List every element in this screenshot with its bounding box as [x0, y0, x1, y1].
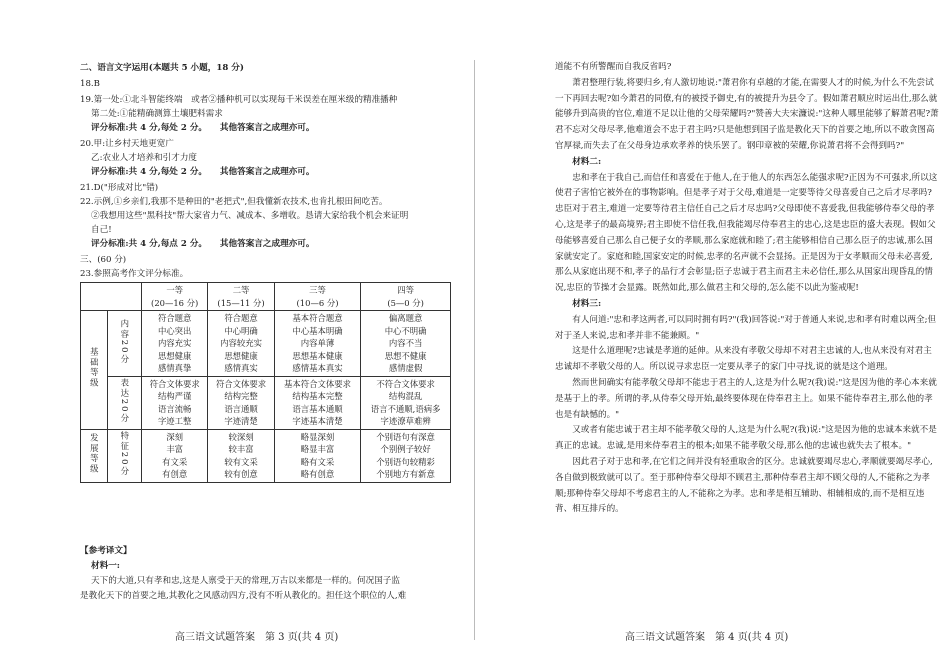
material-2-label: 材料二:: [572, 156, 602, 167]
right-page-body: [555, 60, 940, 518]
expression-grade-3: 基本符合文体要求 结构基本完整 语言基本通顺 字迹基本清楚: [274, 376, 361, 429]
section2-title: 二、语言文字运用(本题共 5 小题，18 分): [80, 63, 244, 73]
content-grade-3: 基本符合题意 中心基本明确 内容单薄 思想基本健康 感情基本真实: [274, 311, 361, 377]
paragraph: 忠和孝在于我自己,而信任和喜爱在于他人,在于他人的东西怎么能强求呢?正因为不可强求,所以这使君子害怕它被外在的事物影响。但是孝子对于父母,难道是一定要等待父母喜爱自己之后才尽孝吗?忠臣对于君主,难道一定要等待君主信任自己之后才尽忠吗?父母即使不喜爱我,但我能够侍奉父母的孝心,这是孝子的最高境界;君主即使不信任我,但我能竭尽侍奉君主的忠心,这是忠臣的盛大表现。假如父母能够喜爱自己那么自己便子女的孝顺,那么家庭就和睦了;君主能够相信自己那么臣子的忠诚,那么国家就安定了。家庭和睦,国家安定的时候,忠孝的名声就不会显扬。正是因为于女孝顺而父母未必喜爱,那么从家庭出现不和,孝子的品行才会彰显;臣子忠诚于君主而君主未必信任,那么从国家出现昏乱的情况,忠臣的节操才会显露。既然如此,那么做君主和父母的,怎么能不以此为鉴戒呢!: [555, 172, 938, 294]
paragraph: 萧君整理行装,将要归乡,有人激切地说:"萧君你有卓越的才能,在需要人才的时候,为什么不先尝试一下再回去呢?如今萧君的同僚,有的被授予御史,有的被提升为县令了。假如萧君顺应时运出仕,那么就能够升到高贵的官位,难道不足以让他的父母荣耀吗?"赞善大夫宋濂说:"这种人哪里能够了解萧君呢?萧君不忘对父母尽孝,他难道会不忠于君主吗?只是他想到国子监是教化天下的首要之地,所以不敢贪图高官厚禄,而失去了在父母身边承欢孝养的快乐罢了。钢印章被的荣耀,你说萧君将不会得到吗?": [555, 77, 939, 151]
q20-line2: 乙:农业人才培养和引才力度: [91, 153, 198, 163]
q22-standard: 评分标准:共 4 分,每点 2 分。 其他答案言之成理亦可。: [91, 239, 315, 249]
paragraph: 道能不有所警醒而自我反省吗?: [555, 62, 672, 72]
content-grade-4: 偏离题意 中心不明确 内容不当 思想不健康 感情虚假: [361, 311, 451, 377]
essay-scoring-table: [80, 282, 451, 483]
grade-header-2: 二等 (15—11 分): [208, 283, 274, 311]
material-3-label: 材料三:: [572, 298, 602, 309]
feature-grade-3: 略显深刻 略显丰富 略有文采 略有创意: [274, 429, 361, 482]
basic-level-label: 基础等级: [81, 311, 108, 430]
page-footer-right: 高三语文试题答案 第 4 页(共 4 页): [625, 632, 789, 643]
grade-header-4: 四等 (5—0 分): [361, 283, 451, 311]
paragraph: 有人问道:"忠和孝这两者,可以同时拥有吗?"(我)回答说:"对于普通人来说,忠和孝有时难以两全;但对于圣人来说,忠和孝并非不能兼顾。": [555, 314, 937, 341]
reference-translation-title: 【参考译文】: [80, 546, 132, 556]
q19-line2: 第二处:①能精确测算土壤肥料需求: [91, 109, 223, 119]
page-footer-left: 高三语文试题答案 第 3 页(共 4 页): [175, 632, 339, 643]
q22-line3: 自己!: [91, 225, 112, 235]
expression-grade-4: 不符合文体要求 结构混乱 语言不通顺,语病多 字迹潦草难辨: [361, 376, 451, 429]
grade-header-3: 三等 (10—6 分): [274, 283, 361, 311]
q19-line1: 19.第一处:①北斗智能终端 或者②播种机可以实现每千米误差在厘米级的精准播种: [80, 95, 398, 105]
paragraph: 又或者有能忠诚于君主却不能孝敬父母的人,这是为什么呢?(我)说:"这是因为他的忠诚本来就不是真正的忠诚。忠诚,是用来侍奉君主的根本;如果不能孝敬父母,那么他的忠诚也就失去了根本。": [555, 425, 937, 452]
content-label: 内容20分: [108, 311, 142, 377]
right-page: [475, 0, 950, 663]
paragraph: 因此君子对于忠和孝,在它们之间并没有轻重取舍的区分。忠诚就要竭尽忠心,孝顺就要竭尽孝心,各自做到极致就可以了。至于那种侍奉父母却不顾君主,那种侍奉君主却不顾父母的人,不能称之为孝顺;那种侍奉父母却不考虑君主的人,不能称之为孝。忠和孝是相互辅助、相辅相成的,而不是相互违背、相互排斥的。: [555, 456, 933, 515]
grade-header-1: 一等 (20—16 分): [142, 283, 208, 311]
q19-standard: 评分标准:共 4 分,每处 2 分。 其他答案言之成理亦可。: [91, 123, 315, 133]
paragraph: 这是什么道理呢?忠诚是孝道的延伸。从来没有孝敬父母却不对君主忠诚的人,也从来没有对君主忠诚却不孝敬父母的人。所以说寻求忠臣一定要从孝子的家门中寻找,说的就是这个道理。: [555, 346, 932, 373]
q18-answer: 18.B: [80, 79, 100, 89]
expression-grade-1: 符合文体要求 结构严谨 语言流畅 字迹工整: [142, 376, 208, 429]
q23-answer: 23.参照高考作文评分标准。: [80, 269, 189, 279]
feature-label: 特征20分: [108, 429, 142, 482]
q20-standard: 评分标准:共 4 分,每处 2 分。 其他答案言之成理亦可。: [91, 167, 315, 177]
develop-level-label: 发展等级: [81, 429, 108, 482]
feature-grade-1: 深刻 丰富 有文采 有创意: [142, 429, 208, 482]
content-grade-2: 符合题意 中心明确 内容较充实 思想健康 感情真实: [208, 311, 274, 377]
q22-line2: ②我想用这些"黑科技"帮大家省力气、减成本、多增收。恳请大家给我个机会来证明: [91, 211, 409, 221]
q20-line1: 20.甲:让乡村天地更宽广: [80, 139, 174, 149]
q22-line1: 22.示例,①乡亲们,我那不是种田的"老把式",但我懂新农技术,也肯扎根田间吃苦。: [80, 197, 388, 207]
table-corner: [81, 283, 142, 311]
q21-answer: 21.D("形成对比"错): [80, 183, 159, 193]
translation-line1: 天下的大道,只有孝和忠,这是人禀受于天的常理,万古以来都是一样的。何况国子监: [91, 576, 400, 586]
feature-grade-2: 较深刻 较丰富 较有文采 较有创意: [208, 429, 274, 482]
paragraph: 然而世间确实有能孝敬父母却不能忠于君主的人,这是为什么呢?(我)说:"这是因为他的孝心本来就是基于上的孝。所谓的孝,从侍奉父母开始,最终要体现在侍奉君主上。如果不能侍奉君主,那么他的孝也是有缺憾的。": [555, 377, 937, 420]
expression-label: 表达20分: [108, 376, 142, 429]
feature-grade-4: 个别语句有深意 个别例子较好 个别语句较精彩 个别地方有新意: [361, 429, 451, 482]
section3-title: 三、(60 分): [80, 255, 127, 265]
expression-grade-2: 符合文体要求 结构完整 语言通顺 字迹清楚: [208, 376, 274, 429]
material-1-label: 材料一:: [91, 561, 120, 571]
translation-line2: 是教化天下的首要之地,其教化之风感动四方,没有不听从教化的。担任这个职位的人,难: [80, 591, 407, 601]
content-grade-1: 符合题意 中心突出 内容充实 思想健康 感情真挚: [142, 311, 208, 377]
